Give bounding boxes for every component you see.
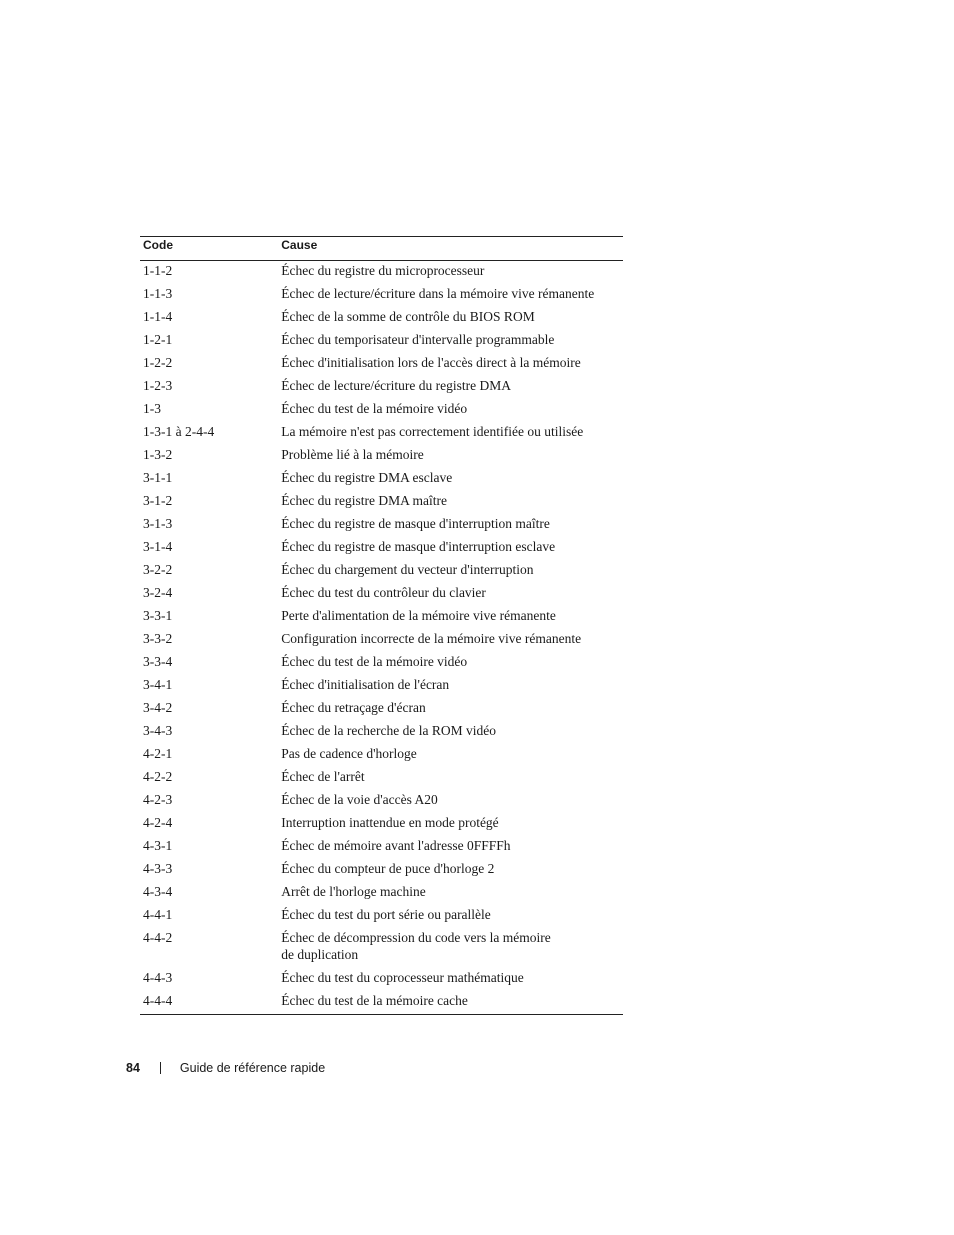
cause-cell: Arrêt de l'horloge machine [281, 884, 426, 899]
table-row [140, 284, 623, 307]
cause-cell: Échec de la somme de contrôle du BIOS ROM [281, 309, 535, 324]
code-cell: 4-2-1 [143, 746, 173, 761]
table-row [140, 353, 623, 376]
code-cell: 1-3 [143, 401, 161, 416]
cause-cell: La mémoire n'est pas correctement identifiée ou utilisée [281, 424, 584, 439]
table-row [140, 583, 623, 606]
table-row [140, 261, 623, 285]
cause-cell: Perte d'alimentation de la mémoire vive rémanente [281, 608, 556, 623]
cause-cell: Échec du test du contrôleur du clavier [281, 585, 486, 600]
table-row [140, 399, 623, 422]
table-row [140, 882, 623, 905]
beep-code-table [140, 236, 623, 1015]
code-cell: 4-3-4 [143, 884, 173, 899]
code-cell: 4-3-3 [143, 861, 173, 876]
cause-cell: Échec de lecture/écriture du registre DMA [281, 378, 512, 393]
table-row [140, 905, 623, 928]
column-header-code: Code [140, 237, 278, 261]
cause-cell: Échec du test de la mémoire cache [281, 993, 468, 1008]
table-row [140, 491, 623, 514]
code-cell: 4-2-3 [143, 792, 173, 807]
code-cell: 4-4-2 [143, 930, 173, 945]
table-row [140, 790, 623, 813]
cause-cell: Échec du registre de masque d'interruption maître [281, 516, 550, 531]
table-row [140, 813, 623, 836]
code-cell: 4-4-3 [143, 970, 173, 985]
code-cell: 3-4-1 [143, 677, 173, 692]
table-row [140, 376, 623, 399]
table-row [140, 859, 623, 882]
page-number: 84 [126, 1061, 140, 1075]
footer-separator [160, 1062, 161, 1074]
cause-cell: Échec du registre de masque d'interruption esclave [281, 539, 556, 554]
table-row [140, 307, 623, 330]
cause-cell: Échec de la recherche de la ROM vidéo [281, 723, 497, 738]
cause-cell: Échec du test de la mémoire vidéo [281, 654, 468, 669]
code-cell: 1-2-1 [143, 332, 173, 347]
column-header-cause: Cause [278, 237, 623, 261]
code-cell: 4-2-2 [143, 769, 173, 784]
table-row [140, 560, 623, 583]
code-cell: 4-3-1 [143, 838, 173, 853]
code-cell: 3-3-4 [143, 654, 173, 669]
cause-cell: Configuration incorrecte de la mémoire vive rémanente [281, 631, 582, 646]
table-row [140, 468, 623, 491]
table-row [140, 445, 623, 468]
table-body [140, 261, 623, 1015]
table-row [140, 606, 623, 629]
code-cell: 1-2-3 [143, 378, 173, 393]
code-cell: 3-2-4 [143, 585, 173, 600]
cause-cell: Échec de la voie d'accès A20 [281, 792, 438, 807]
code-cell: 1-3-1 à 2-4-4 [143, 424, 215, 439]
code-cell: 4-4-1 [143, 907, 173, 922]
cause-cell: Échec de mémoire avant l'adresse 0FFFFh [281, 838, 511, 853]
cause-cell: Problème lié à la mémoire [281, 447, 424, 462]
cause-cell: Échec du registre DMA maître [281, 493, 447, 508]
code-cell: 3-3-1 [143, 608, 173, 623]
code-cell: 1-1-4 [143, 309, 173, 324]
code-cell: 3-4-3 [143, 723, 173, 738]
code-cell: 3-3-2 [143, 631, 173, 646]
table-row [140, 721, 623, 744]
code-cell: 4-4-4 [143, 993, 173, 1008]
table-row [140, 767, 623, 790]
table-row [140, 675, 623, 698]
code-cell: 3-1-1 [143, 470, 173, 485]
code-cell: 1-1-3 [143, 286, 173, 301]
code-cell: 1-3-2 [143, 447, 173, 462]
table-row [140, 422, 623, 445]
table-row [140, 991, 623, 1015]
table-row [140, 698, 623, 721]
table-row [140, 537, 623, 560]
code-cell: 3-4-2 [143, 700, 173, 715]
code-cell: 3-2-2 [143, 562, 173, 577]
code-cell: 1-1-2 [143, 263, 173, 278]
cause-cell: Échec d'initialisation lors de l'accès direct à la mémoire [281, 355, 581, 370]
cause-cell: Échec de lecture/écriture dans la mémoire vive rémanente [281, 286, 595, 301]
cause-cell: Échec du test du port série ou parallèle [281, 907, 491, 922]
table-row [140, 629, 623, 652]
code-cell: 1-2-2 [143, 355, 173, 370]
cause-cell: Échec du registre du microprocesseur [281, 263, 485, 278]
code-cell: 3-1-4 [143, 539, 173, 554]
cause-cell: Échec du test de la mémoire vidéo [281, 401, 468, 416]
code-cell: 4-2-4 [143, 815, 173, 830]
cause-cell: Échec du retraçage d'écran [281, 700, 426, 715]
cause-line: de duplication [281, 947, 359, 962]
page-footer [126, 1061, 325, 1075]
table-row [140, 330, 623, 353]
cause-cell: Échec du test du coprocesseur mathématique [281, 970, 524, 985]
cause-cell: Échec du temporisateur d'intervalle programmable [281, 332, 555, 347]
table-row [140, 652, 623, 675]
table-row [140, 514, 623, 537]
cause-cell: Échec du registre DMA esclave [281, 470, 453, 485]
table-header-row [140, 237, 623, 261]
code-cell: 3-1-2 [143, 493, 173, 508]
table-row [140, 836, 623, 859]
cause-cell [278, 928, 623, 968]
code-cell: 3-1-3 [143, 516, 173, 531]
cause-cell: Échec du compteur de puce d'horloge 2 [281, 861, 495, 876]
cause-cell: Échec d'initialisation de l'écran [281, 677, 450, 692]
table-row [140, 928, 623, 968]
cause-cell: Pas de cadence d'horloge [281, 746, 417, 761]
table-row [140, 744, 623, 767]
footer-title: Guide de référence rapide [179, 1061, 326, 1075]
cause-cell: Échec de l'arrêt [281, 769, 365, 784]
cause-cell: Interruption inattendue en mode protégé [281, 815, 499, 830]
cause-cell: Échec du chargement du vecteur d'interruption [281, 562, 534, 577]
cause-line: Échec de décompression du code vers la mémoire [281, 930, 551, 945]
table-row [140, 968, 623, 991]
